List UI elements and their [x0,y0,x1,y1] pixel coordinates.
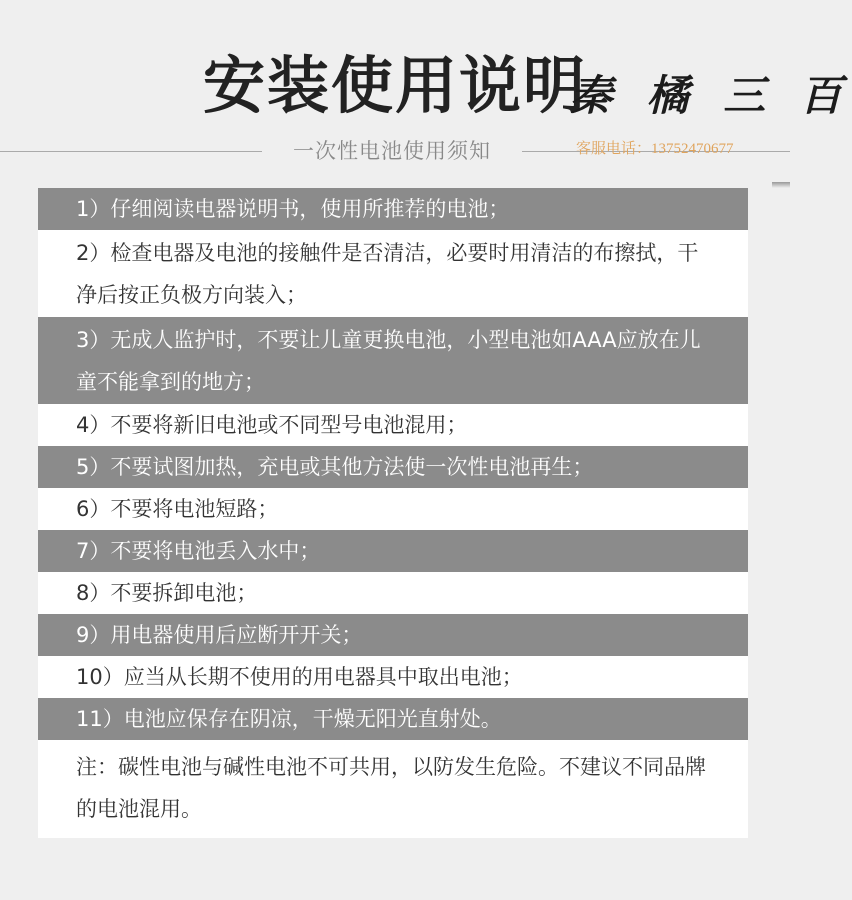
instruction-list [38,188,748,838]
caution-note: 注：碳性电池与碱性电池不可共用，以防发生危险。不建议不同品牌的电池混用。 [38,740,748,838]
instruction-item: 3）无成人监护时，不要让儿童更换电池，小型电池如AAA应放在儿童不能拿到的地方； [38,317,748,404]
instruction-item: 6）不要将电池短路； [38,488,748,530]
instruction-item: 10）应当从长期不使用的用电器具中取出电池； [38,656,748,698]
divider-left [0,151,262,152]
instruction-item: 4）不要将新旧电池或不同型号电池混用； [38,404,748,446]
service-phone: 客服电话：13752470677 [576,141,734,157]
instruction-item: 9）用电器使用后应断开开关； [38,614,748,656]
instruction-item: 11）电池应保存在阴凉，干燥无阳光直射处。 [38,698,748,740]
page-title: 安装使用说明 [202,49,587,122]
instruction-item: 1）仔细阅读电器说明书，使用所推荐的电池； [38,188,748,230]
instruction-item: 8）不要拆卸电池； [38,572,748,614]
instruction-item: 5）不要试图加热，充电或其他方法使一次性电池再生； [38,446,748,488]
brand-watermark: 秦 橘 三 百 [570,71,852,120]
instruction-item: 7）不要将电池丢入水中； [38,530,748,572]
instruction-item: 2）检查电器及电池的接触件是否清洁，必要时用清洁的布擦拭，干净后按正负极方向装入； [38,230,748,317]
page-subtitle: 一次性电池使用须知 [293,139,491,163]
corner-shadow [772,182,790,188]
